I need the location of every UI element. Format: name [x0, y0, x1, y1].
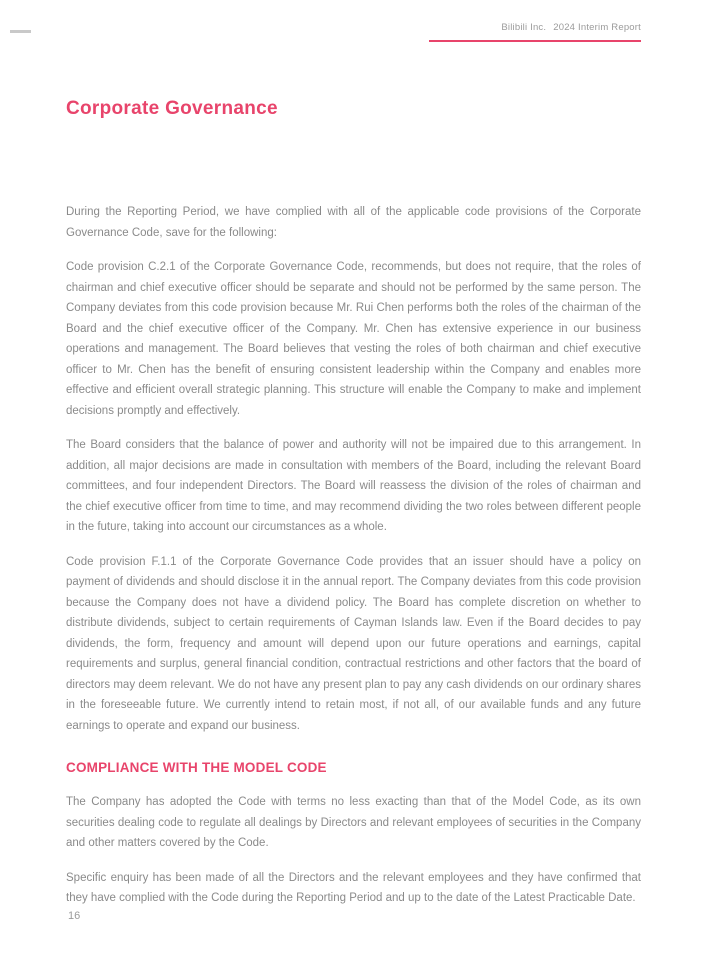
paragraph-specific-enquiry: Specific enquiry has been made of all the Directors and the relevant employees and they have confirmed that they have complied with the Code during the Reporting Period and up to the date of the Latest Practicable Date.	[66, 871, 641, 904]
paragraph-board-considers: The Board considers that the balance of power and authority will not be impaired due to this arrangement. In addition, all major decisions are made in consultation with members of the Board, including the relevant Board committees, and four independent Directors. The Board will reassess the division of the roles of chairman and the chief executive officer from time to time, and may recommend dividing the two roles between different people in the future, taking into account our circumstances as a whole.	[66, 439, 641, 533]
report-title: 2024 Interim Report	[553, 22, 641, 33]
page-title: Corporate Governance	[66, 98, 278, 119]
body-copy	[66, 202, 641, 909]
document-content	[66, 0, 641, 923]
paragraph-model-code-adoption: The Company has adopted the Code with terms no less exacting than that of the Model Code, as its own securities dealing code to regulate all dealings by Directors and relevant employees of securities in the Company and other matters covered by the Code.	[66, 796, 641, 849]
paragraph-intro: During the Reporting Period, we have complied with all of the applicable code provisions of the Corporate Governance Code, save for the following:	[66, 206, 641, 239]
header-left-rule	[10, 30, 31, 33]
page-number: 16	[68, 910, 81, 922]
paragraph-code-provision-c21: Code provision C.2.1 of the Corporate Governance Code, recommends, but does not require, that the roles of chairman and chief executive officer should be separate and should not be performed by the same person. The Company deviates from this code provision because Mr. Rui Chen performs both the roles of the chairman of the Board and the chief executive officer of the Company. Mr. Chen has extensive experience in our business operations and management. The Board believes that vesting the roles of both chairman and chief executive officer to Mr. Chen has the benefit of ensuring consistent leadership within the Company and enables more effective and efficient overall strategic planning. This structure will enable the Company to make and implement decisions promptly and effectively.	[66, 261, 641, 417]
company-name: Bilibili Inc.	[501, 22, 547, 33]
section-heading-model-code: COMPLIANCE WITH THE MODEL CODE	[66, 760, 327, 775]
paragraph-code-provision-f11: Code provision F.1.1 of the Corporate Governance Code provides that an issuer should have a policy on payment of dividends and should disclose it in the annual report. The Company deviates from this code provision because the Company does not have a dividend policy. The Board has complete discretion on whether to distribute dividends, subject to certain requirements of Cayman Islands law. Even if the Board decides to pay dividends, the form, frequency and amount will depend upon our future operations and earnings, capital requirements and surplus, general financial condition, contractual restrictions and other factors that the board of directors may deem relevant. We do not have any present plan to pay any cash dividends on our ordinary shares in the foreseeable future. We currently intend to retain most, if not all, of our available funds and any future earnings to operate and expand our business.	[66, 555, 641, 732]
